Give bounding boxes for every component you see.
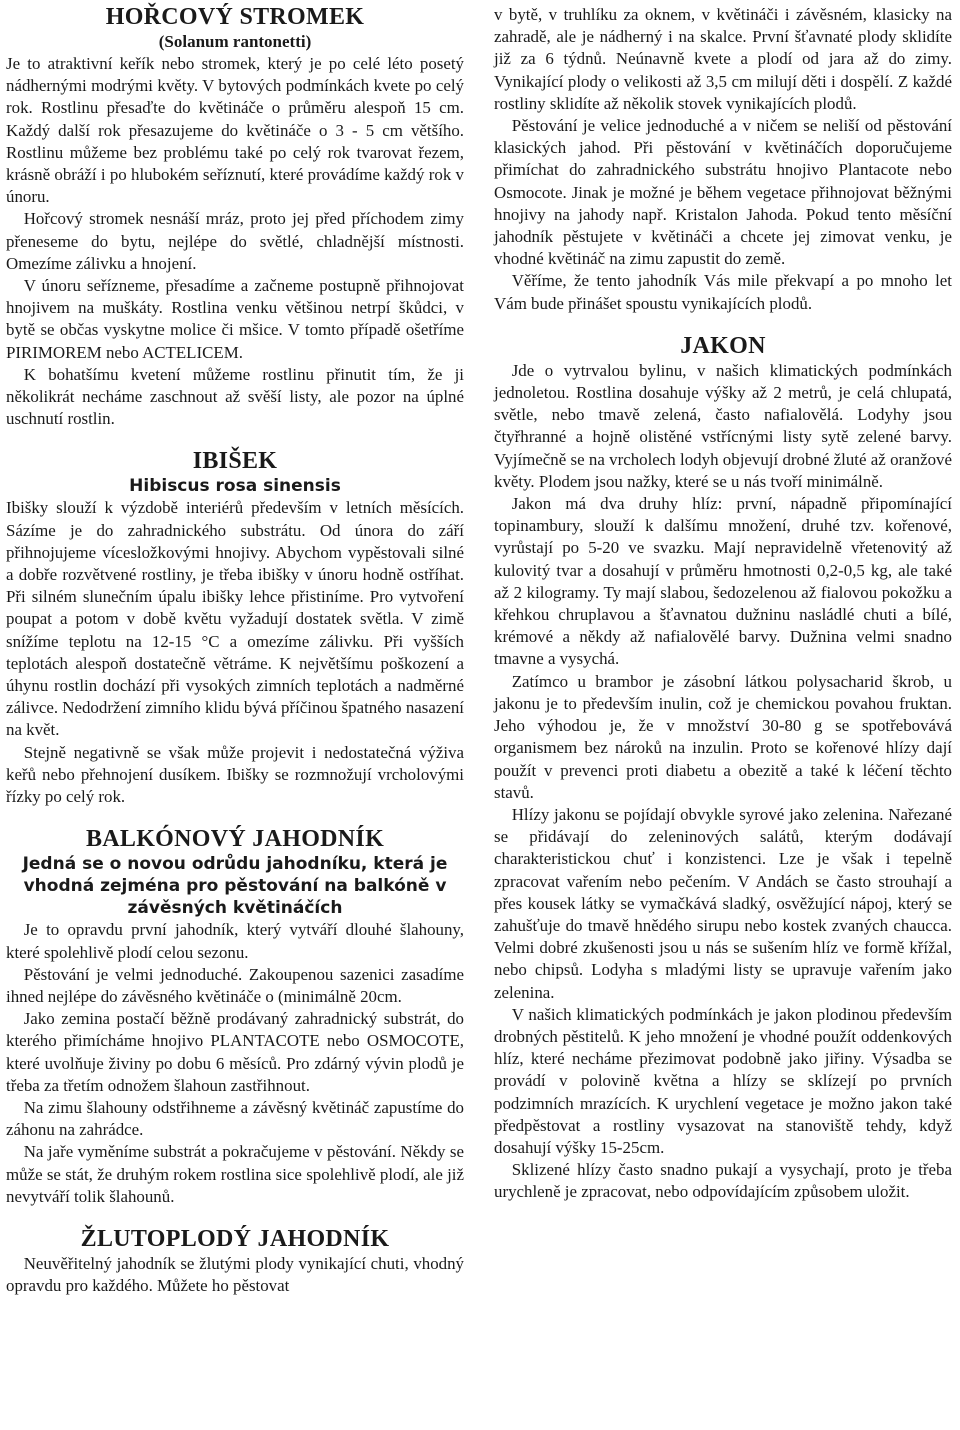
article-subtitle: Jedná se o novou odrůdu jahodníku, která je vhodná zejména pro pěstování na balkóně v závěsných květináčích — [22, 854, 448, 919]
paragraph: Sklizené hlízy často snadno pukají a vysychají, proto je třeba urychleně je zpracovat, nebo odpovídajícím způsobem uložit. — [494, 1160, 952, 1202]
article-title: BALKÓNOVÝ JAHODNÍK — [85, 826, 385, 853]
paragraph: Neuvěřitelný jahodník se žlutými plody vynikající chuti, vhodný opravdu pro každého. Můžete ho pěstovat — [6, 1253, 464, 1296]
article-title: JAKON — [680, 332, 766, 359]
article-subtitle: (Solanum rantonetti) — [158, 32, 312, 51]
right-column — [494, 4, 952, 1430]
paragraph: Jakon má dva druhy hlíz: první, nápadně připomínající topinambury, slouží k dalšímu množení, druhé tzv. kořenové, vyrůstají po 5-20 ve svazku. Mají nepravidelně vřetenovitý až kulovitý tvar a dosahují v průměru hmotnosti 0,2-0,5 kg, ale také až 2 kilogramy. Ty mají slabou, šedozelenou až fialovou pokožku a křehkou chruplavou a šťavnatou dužninu nasládlé chuti a bílé, krémové a někdy až nafialovělé barvy. Dužnina velmi snadno tmavne a vysychá. — [494, 494, 952, 669]
paragraph: K bohatšímu kvetení můžeme rostlinu přinutit tím, že ji několikrát necháme zaschnout až svěší listy, ale pozor na úplné uschnutí rostlin. — [6, 364, 464, 429]
paragraph: Je to opravdu první jahodník, který vytváří dlouhé šlahouny, které spolehlivě plodí celou sezonu. — [6, 920, 464, 962]
article-balkonovy-jahodnik — [6, 826, 464, 1208]
paragraph: Na jaře vyměníme substrát a pokračujeme v pěstování. Někdy se může se stát, že druhým rokem rostlina sice spolehlivě plodí, ale již nevytváří tolik šlahounů. — [6, 1142, 464, 1206]
paragraph: V únoru seřízneme, přesadíme a začneme postupně přihnojovat hnojivem na muškáty. Rostlina venku většinou netrpí škůdci, v bytě se občas vyskytne molice či mšice. V tomto případě ošetříme PIRIMOREM nebo ACTELICEM. — [6, 276, 464, 362]
paragraph: Věříme, že tento jahodník Vás mile překvapí a po mnoho let Vám bude přinášet spoustu vynikajících plodů. — [494, 271, 952, 313]
article-title: HOŘCOVÝ STROMEK — [105, 4, 365, 30]
article-jakon — [494, 333, 952, 1204]
article-subtitle: Hibiscus rosa sinensis — [129, 476, 341, 497]
paragraph: Stejně negativně se však může projevit i nedostatečná výživa keřů nebo přehnojení dusíkem. Ibišky se rozmnožují vrcholovými řízky po celý rok. — [6, 742, 464, 807]
paragraph: Zatímco u brambor je zásobní látkou polysacharid škrob, u jakonu je to především inulin, což je chemickou povahou fruktan. Jeho výhodou je, že v množství 30-80 g se spotřebovává organismem bez nároků na inzulin. Proto se kořenové hlízy dají použít v prevenci proti diabetu a obezitě a také k léčení těchto stavů. — [494, 671, 952, 802]
paragraph: Jako zemina postačí běžně prodávaný zahradnický substrát, do kterého přimícháme hnojivo PLANTACOTE nebo OSMOCOTE, které uvolňuje živiny po dobu 6 měsíců. Pro zdárný vývin plodů je třeba za třetím odnožem šlahoun zastřihnout. — [6, 1009, 464, 1095]
paragraph: Ibišky slouží k výzdobě interiérů především v letních měsících. Sázíme je do zahradnického substrátu. Od února do září přihnojujeme vícesložkovými hnojivy. Abychom vypěstovali silné a dobře rozvětvené rostliny, je třeba ibišky v únoru hodně ostříhat. Při silném slunečním úpalu ibišky lehce přistiníme. Pro vytvoření poupat a potom v době květu vyžadují dostatek světla. V zimě snížíme teplotu na 12-15 °C a omezíme zálivku. Při vyšších teplotách alespoň dostatečně větráme. K největšímu poškození a úhynu rostlin dochází při vysokých zimních teplotách a nadměrné zálivce. Nedodržení zimního klidu bývá příčinou špatného nasazení na květ. — [6, 498, 464, 740]
paragraph: Hlízy jakonu se pojídají obvykle syrové jako zelenina. Nařezané se přidávají do zeleninových salátů, kterým dodávají charakteristickou chuť i konzistenci. Lze je však i tepelně zpracovat vařením nebo pečením. V Andách se často strouhají a přes kousek látky se vymačkává sladký, osvěžující nápoj, který se zahušťuje do tmavě hnědého sirupu nebo kostek zvaných chaucca. Velmi dobré zkušenosti jsou u nás se sušením hlíz ve formě křížal, nebo chipsů. Lodyha s mladými listy se upravuje vařením jako zelenina. — [494, 804, 952, 1002]
article-ibisek — [6, 448, 464, 808]
left-column — [6, 4, 464, 1430]
paragraph: v bytě, v truhlíku za oknem, v květináči i závěsném, klasicky na zahradě, ale je nádherný i na skalce. První šťavnaté plody sklidíte již za 6 týdnů. Neúnavně kvete a plodí od jara až do zimy. Vynikající plody o velikosti až 3,5 cm milují děti i dospělí. Z každé rostliny sklidíte až několik stovek vynikajících plodů. — [494, 5, 952, 113]
paragraph: Na zimu šlahouny odstřihneme a závěsný květináč zapustíme do záhonu na zahrádce. — [6, 1097, 464, 1140]
article-zlutoplody-jahodnik-continued — [494, 4, 952, 315]
article-title: IBIŠEK — [192, 448, 278, 475]
article-title: ŽLUTOPLODÝ JAHODNÍK — [80, 1225, 390, 1252]
article-zlutoplody-jahodnik — [6, 1226, 464, 1297]
paragraph: Je to atraktivní keřík nebo stromek, který je po celé léto posetý nádhernými modrými květy. V bytových podmínkách kvete po celý rok. Rostlinu přesaďte do květináče o průměru alespoň 15 cm. Každý další rok přesazujeme do květináče o 3 - 5 cm většího. Rostlinu můžeme bez problému také po celý rok tvarovat řezem, krásně obráží i po hlubokém seříznutí, které provádíme každý rok v únoru. — [6, 54, 464, 207]
paragraph: Pěstování je velice jednoduché a v ničem se neliší od pěstování klasických jahod. Při pěstování v květináčích doporučujeme přimíchat do zahradnického substrátu hnojivo Plantacote nebo Osmocote. Jinak je možné je během vegetace přihnojovat běžnými hnojivy na jahody např. Kristalon Jahoda. Pokud tento měsíční jahodník pěstujete v květináči a chcete jej zimovat venku, je vhodné květináč na zimu zapustit do země. — [494, 116, 952, 269]
paragraph: Hořcový stromek nesnáší mráz, proto jej před příchodem zimy přeneseme do bytu, nejlépe do světlé, chladnější místnosti. Omezíme zálivku a hnojení. — [6, 209, 464, 273]
article-horcovy-stromek — [6, 4, 464, 430]
paragraph: V našich klimatických podmínkách je jakon plodinou především drobných pěstitelů. K jeho množení je vhodné použít oddenkových hlíz, které necháme přezimovat podobně jako jiřiny. Výsadba se provádí v polovině května a hlízy se sklízejí po prvních podzimních mrazících. K urychlení vegetace je možno jakon také předpěstovat a rostliny vysazovat na stanoviště tehdy, když dosahují výšky 15-25cm. — [494, 1004, 952, 1157]
paragraph: Jde o vytrvalou bylinu, v našich klimatických podmínkách jednoletou. Rostlina dosahuje výšky až 2 metrů, je celá chlupatá, světle, nebo tmavě zelená, často nafialovělá. Lodyhy jsou čtyřhranné a hojně olistěné vstřícnými listy sytě zelené barvy. Vyjímečně se na vrcholech lodyh objevují drobné žluté až oranžové květy. Plodem jsou nažky, které se u nás tvoří minimálně. — [494, 360, 952, 491]
paragraph: Pěstování je velmi jednoduché. Zakoupenou sazenici zasadíme ihned nejlépe do závěsného květináče o (minimálně 20cm. — [6, 964, 464, 1006]
